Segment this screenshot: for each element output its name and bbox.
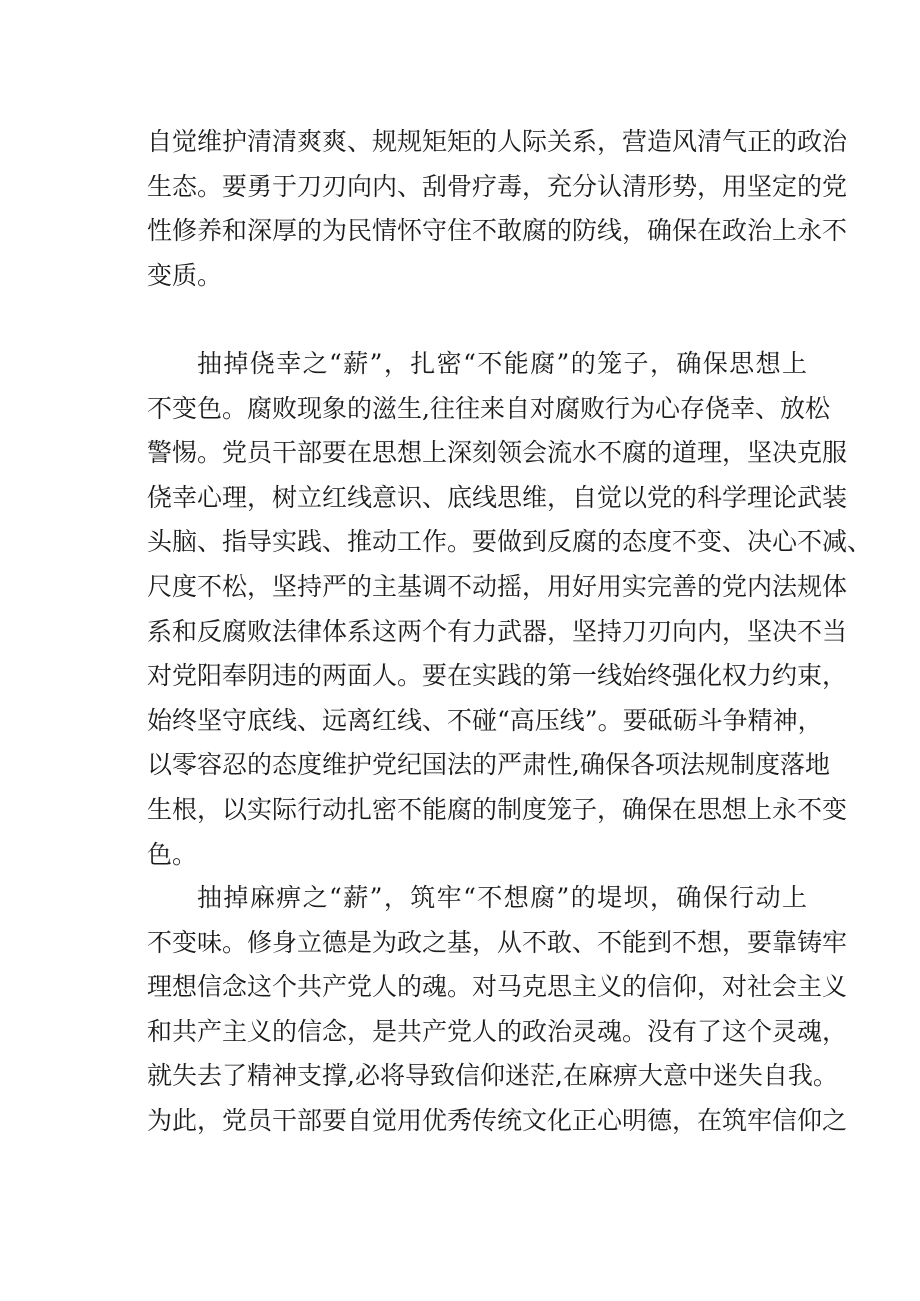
paragraph-remove-numbness — [147, 876, 848, 1144]
text-line: 尺度不松，坚持严的主基调不动摇，用好用实完善的党内法规体 — [147, 571, 848, 601]
text-line: 始终坚守底线、远离红线、不碰“高压线”。要砥砺斗争精神， — [147, 705, 823, 735]
text-line: 对党阳奉阴违的两面人。要在实践的第一线始终强化权力约束， — [147, 661, 848, 691]
text-line: 就失去了精神支撑,必将导致信仰迷茫,在麻痹大意中迷失自我。 — [147, 1061, 838, 1091]
text-line: 生根，以实际行动扎密不能腐的制度笼子，确保在思想上永不变 — [147, 794, 848, 824]
text-line: 系和反腐败法律体系这两个有力武器，坚持刀刃向内，坚决不当 — [147, 616, 848, 646]
text-line: 不变味。修身立德是为政之基，从不敢、不能到不想，要靠铸牢 — [147, 927, 848, 957]
paragraph-political-integrity — [147, 120, 848, 298]
text-line: 头脑、指导实践、推动工作。要做到反腐的态度不变、决心不减、 — [147, 527, 873, 557]
text-line: 为此，党员干部要自觉用优秀传统文化正心明德，在筑牢信仰之 — [147, 1105, 848, 1135]
text-line: 以零容忍的态度维护党纪国法的严肃性,确保各项法规制度落地 — [147, 750, 830, 780]
text-line: 和共产主义的信念，是共产党人的政治灵魂。没有了这个灵魂， — [147, 1016, 848, 1046]
text-line: 理想信念这个共产党人的魂。对马克思主义的信仰，对社会主义 — [147, 972, 848, 1002]
text-line: 侥幸心理，树立红线意识、底线思维，自觉以党的科学理论武装 — [147, 482, 848, 512]
text-line: 性修养和深厚的为民情怀守住不敢腐的防线，确保在政治上永不 — [147, 216, 848, 246]
paragraph-heading-line: 抽掉麻痹之“薪”，筑牢“不想腐”的堤坝，确保行动上 — [197, 883, 807, 912]
paragraph-remove-luck — [147, 342, 873, 877]
text-line: 色。 — [147, 839, 198, 869]
text-line: 生态。要勇于刀刃向内、刮骨疗毒，充分认清形势，用坚定的党 — [147, 171, 848, 201]
text-line: 不变色。腐败现象的滋生,往往来自对腐败行为心存侥幸、放松 — [147, 393, 830, 423]
text-line: 自觉维护清清爽爽、规规矩矩的人际关系，营造风清气正的政治 — [147, 127, 848, 156]
text-line: 变质。 — [147, 260, 223, 290]
paragraph-heading-line: 抽掉侥幸之“薪”，扎密“不能腐”的笼子，确保思想上 — [197, 349, 807, 378]
text-line: 警惕。党员干部要在思想上深刻领会流水不腐的道理，坚决克服 — [147, 438, 848, 468]
